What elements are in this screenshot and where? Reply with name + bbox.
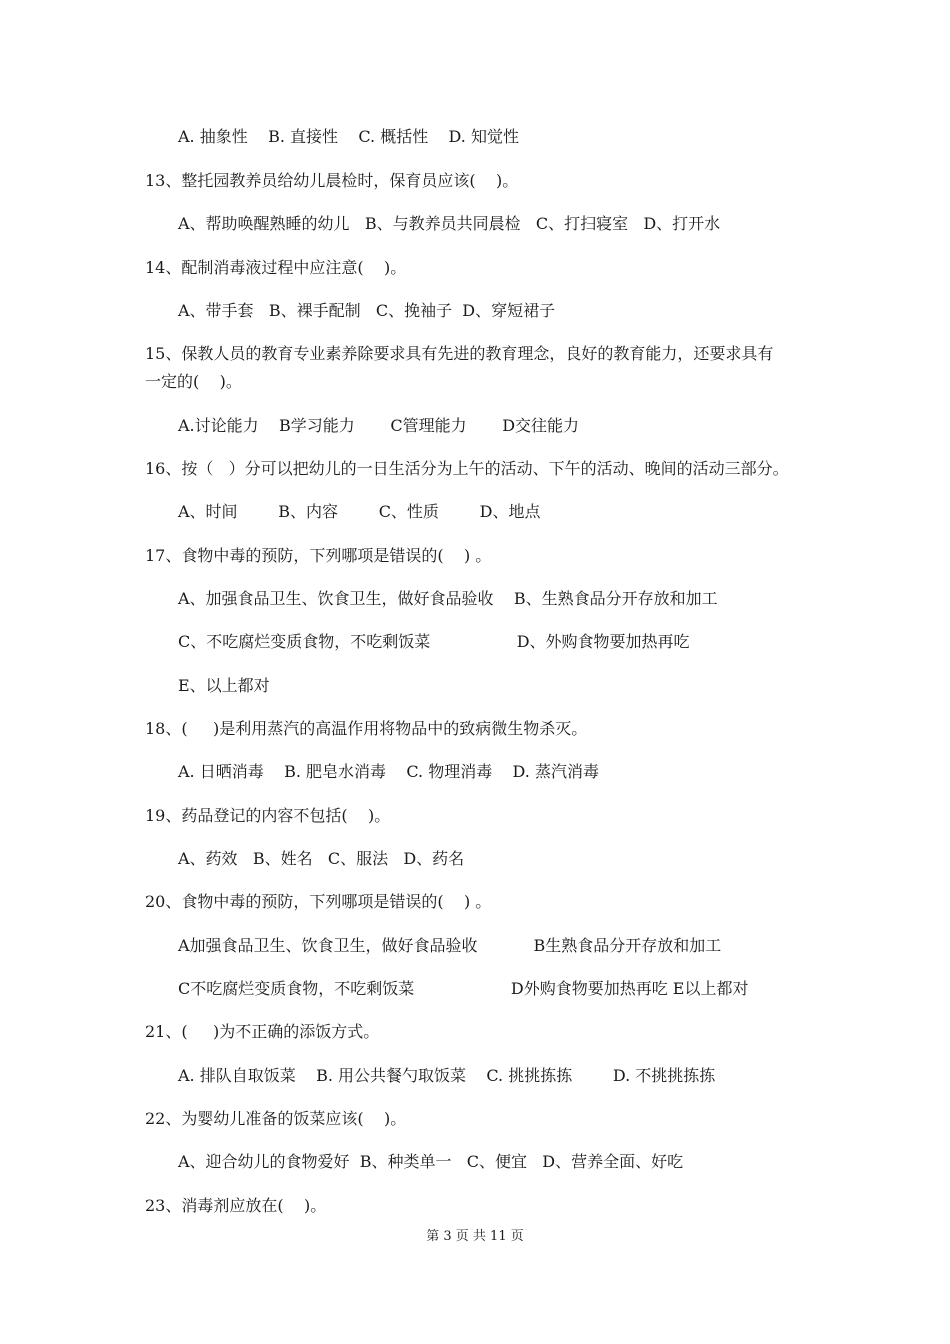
q17-options-line-3: E、以上都对: [178, 676, 270, 695]
question-20: 20、食物中毒的预防，下列哪项是错误的( ) 。: [145, 892, 492, 911]
q13-options: A、帮助唤醒熟睡的幼儿 B、与教养员共同晨检 C、打扫寝室 D、打开水: [178, 214, 721, 233]
question-18: 18、( )是利用蒸汽的高温作用将物品中的致病微生物杀灭。: [145, 719, 588, 738]
question-14: 14、配制消毒液过程中应注意( )。: [145, 258, 407, 277]
q16-options: A、时间 B、内容 C、性质 D、地点: [178, 502, 541, 521]
q21-options: A. 排队自取饭菜 B. 用公共餐勺取饭菜 C. 挑挑拣拣 D. 不挑挑拣拣: [178, 1066, 716, 1085]
q22-options: A、迎合幼儿的食物爱好 B、种类单一 C、便宜 D、营养全面、好吃: [178, 1152, 684, 1171]
question-15-line-2: 一定的( )。: [145, 372, 242, 391]
q15-options: A.讨论能力 B学习能力 C管理能力 D交往能力: [178, 416, 580, 435]
q20-options-line-2: C不吃腐烂变质食物，不吃剩饭菜 D外购食物要加热再吃 E以上都对: [178, 979, 749, 998]
question-22: 22、为婴幼儿准备的饭菜应该( )。: [145, 1109, 407, 1128]
question-13: 13、整托园教养员给幼儿晨检时，保育员应该( )。: [145, 171, 519, 190]
q17-options-line-1: A、加强食品卫生、饮食卫生，做好食品验收 B、生熟食品分开存放和加工: [178, 589, 718, 608]
question-21: 21、( )为不正确的添饭方式。: [145, 1022, 380, 1041]
q19-options: A、药效 B、姓名 C、服法 D、药名: [178, 849, 465, 868]
question-15-line-1: 15、保教人员的教育专业素养除要求具有先进的教育理念，良好的教育能力，还要求具有: [145, 344, 774, 363]
q14-options: A、带手套 B、裸手配制 C、挽袖子 D、穿短裙子: [178, 301, 556, 320]
question-23: 23、消毒剂应放在( )。: [145, 1196, 327, 1215]
question-16: 16、按（ ）分可以把幼儿的一日生活分为上午的活动、下午的活动、晚间的活动三部分。: [145, 459, 789, 478]
question-17: 17、食物中毒的预防，下列哪项是错误的( ) 。: [145, 546, 492, 565]
q17-options-line-2: C、不吃腐烂变质食物，不吃剩饭菜 D、外购食物要加热再吃: [178, 632, 690, 651]
q18-options: A. 日晒消毒 B. 肥皂水消毒 C. 物理消毒 D. 蒸汽消毒: [178, 762, 599, 781]
question-19: 19、药品登记的内容不包括( )。: [145, 806, 391, 825]
q12-options: A. 抽象性 B. 直接性 C. 概括性 D. 知觉性: [178, 127, 519, 146]
page-number-footer: 第 3 页 共 11 页: [426, 1229, 524, 1244]
q20-options-line-1: A加强食品卫生、饮食卫生，做好食品验收 B生熟食品分开存放和加工: [178, 936, 722, 955]
